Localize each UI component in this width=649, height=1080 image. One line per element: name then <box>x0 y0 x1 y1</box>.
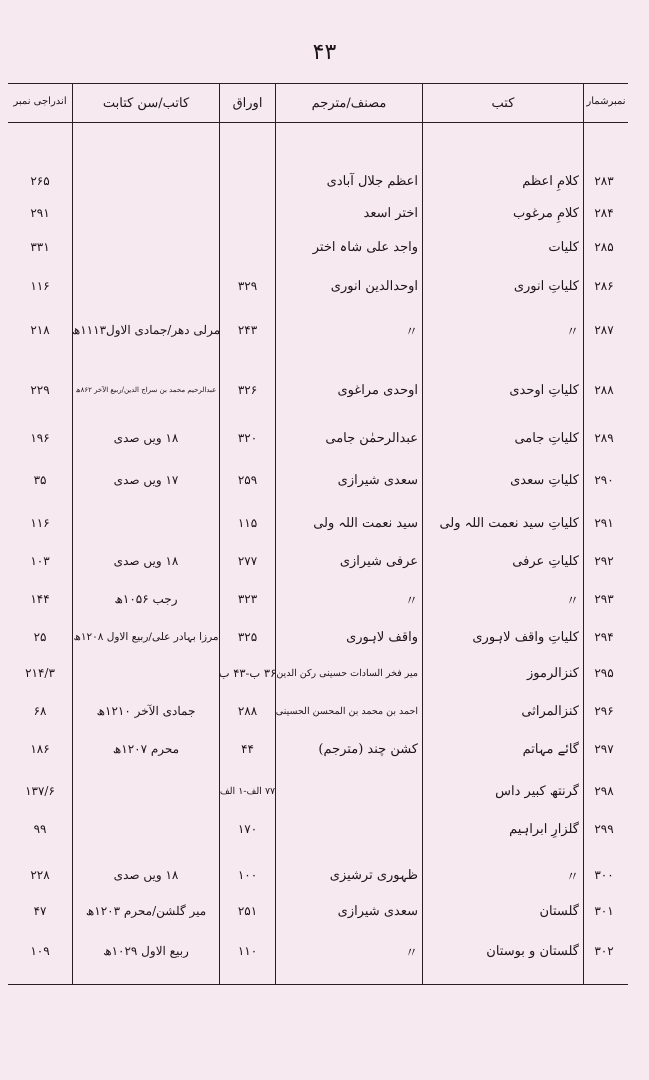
table-row <box>8 856 628 894</box>
table-row <box>8 730 628 768</box>
cell-scribe <box>73 504 219 542</box>
cell-title: 〃 <box>565 869 579 885</box>
cell-folios: ۲۷۷ <box>237 554 258 568</box>
cell-serial: ۲۹۹ <box>594 822 614 836</box>
cell-accession: ۲۲۹ <box>30 383 50 397</box>
cell-scribe <box>73 810 219 848</box>
cell-title: کنزالرموز <box>527 665 579 681</box>
cell-accession: ۲۵ <box>33 630 47 644</box>
cell-accession: ۱۱۶ <box>30 516 50 530</box>
cell-scribe <box>73 228 219 266</box>
cell-serial: ۲۸۹ <box>594 431 614 445</box>
cell-folios: ۳۲۳ <box>237 592 258 606</box>
header-author: مصنف/مترجم <box>311 96 387 111</box>
cell-serial: ۲۸۴ <box>594 206 614 220</box>
table-row <box>8 311 628 349</box>
cell-serial: ۲۹۲ <box>594 554 614 568</box>
cell-accession: ۲۱۸ <box>30 323 50 337</box>
cell-scribe: محرم ۱۲۰۷ھ <box>112 742 180 756</box>
cell-title: کنزالمراثی <box>521 703 579 719</box>
table-row <box>8 371 628 409</box>
cell-title: گلستان <box>539 903 579 919</box>
cell-serial: ۲۹۰ <box>594 473 614 487</box>
cell-author: 〃 <box>404 324 418 340</box>
cell-folios: ۲۸۸ <box>237 704 258 718</box>
cell-accession: ۱۸۶ <box>30 742 50 756</box>
cell-author: اوحدالدین انوری <box>330 278 418 294</box>
cell-accession: ۳۳۱ <box>30 240 50 254</box>
cell-accession: ۶۸ <box>33 704 47 718</box>
table-row <box>8 504 628 542</box>
header-title: کتب <box>491 96 515 111</box>
cell-folios: ۳۶ ب-۴۳ ب <box>218 666 277 680</box>
cell-title: کلیاتِ واقف لاہوری <box>472 629 579 645</box>
cell-folios <box>220 228 275 266</box>
cell-title: گائے مہاتم <box>522 741 579 757</box>
cell-accession: ۴۷ <box>33 904 47 918</box>
cell-accession: ۱۱۶ <box>30 279 50 293</box>
table-row <box>8 419 628 457</box>
cell-author: واجد علی شاہ اختر <box>312 239 418 255</box>
cell-scribe <box>73 267 219 305</box>
cell-accession: ۲۱۴/۳ <box>25 666 55 680</box>
table-row <box>8 932 628 970</box>
cell-title: کلیاتِ انوری <box>513 278 579 294</box>
cell-title: کلیاتِ عرفی <box>512 553 579 569</box>
header-accession: اندراجی نمبر <box>13 96 67 107</box>
cell-author: سعدی شیرازی <box>337 472 418 488</box>
cell-title: 〃 <box>565 593 579 609</box>
cell-accession: ۱۰۹ <box>30 944 50 958</box>
cell-serial: ۲۸۸ <box>594 383 614 397</box>
cell-folios: ۷۷ الف-۱ الف <box>219 785 276 797</box>
cell-author <box>276 810 422 848</box>
cell-folios: ۲۵۱ <box>237 904 258 918</box>
cell-serial: ۲۹۸ <box>594 784 614 798</box>
cell-accession: ۱۴۴ <box>30 592 50 606</box>
cell-serial: ۲۸۶ <box>594 279 614 293</box>
cell-serial: ۲۹۷ <box>594 742 614 756</box>
cell-folios: ۳۲۵ <box>237 630 258 644</box>
cell-scribe: جمادی الآخر ۱۲۱۰ھ <box>96 704 196 718</box>
cell-title: گلزارِ ابراہیم <box>509 821 579 837</box>
cell-author: احمد بن محمد بن المحسن الحسینی <box>275 705 418 717</box>
cell-author: سعدی شیرازی <box>337 903 418 919</box>
table-row <box>8 892 628 930</box>
cell-scribe <box>73 194 219 232</box>
cell-title: گلستان و بوستان <box>486 943 579 959</box>
header-scribe: کاتب/سن کتابت <box>102 96 190 111</box>
cell-title: کلیاتِ اوحدی <box>509 382 579 398</box>
cell-author: اوحدی مراغوی <box>337 382 418 398</box>
cell-scribe: رجب ۱۰۵۶ھ <box>114 592 178 606</box>
catalog-table <box>8 83 628 985</box>
cell-author: واقف لاہوری <box>346 629 418 645</box>
cell-author: ظہوری ترشیزی <box>329 867 418 883</box>
table-row <box>8 542 628 580</box>
cell-folios: ۱۷۰ <box>237 822 258 836</box>
cell-serial: ۲۹۵ <box>594 666 614 680</box>
cell-accession: ۲۹۱ <box>30 206 50 220</box>
header-serial: نمبرشمار <box>586 96 626 107</box>
table-row <box>8 194 628 232</box>
table-row <box>8 228 628 266</box>
cell-serial: ۳۰۰ <box>594 868 614 882</box>
cell-author: عرفی شیرازی <box>339 553 418 569</box>
table-row <box>8 461 628 499</box>
cell-folios: ۲۵۹ <box>237 473 258 487</box>
cell-folios: ۴۴ <box>241 742 254 756</box>
cell-title: کلیاتِ سید نعمت اللہ ولی <box>439 515 579 531</box>
cell-author: 〃 <box>404 593 418 609</box>
cell-folios: ۱۱۵ <box>237 516 258 530</box>
cell-scribe: مرزا بہادر علی/ربیع الاول ۱۲۰۸ھ <box>73 631 219 643</box>
cell-accession: ۱۳۷/۶ <box>25 784 55 798</box>
cell-scribe <box>73 772 219 810</box>
cell-folios: ۳۲۰ <box>237 431 258 445</box>
cell-serial: ۲۸۷ <box>594 323 614 337</box>
cell-accession: ۲۲۸ <box>30 868 50 882</box>
table-row <box>8 580 628 618</box>
cell-author: اعظم جلال آبادی <box>326 173 418 189</box>
page-number: ۴۳ <box>312 40 337 65</box>
cell-accession: ۲۶۵ <box>30 174 50 188</box>
cell-title: 〃 <box>565 324 579 340</box>
cell-accession: ۱۹۶ <box>30 431 50 445</box>
cell-scribe <box>73 654 219 692</box>
cell-accession: ۳۵ <box>33 473 47 487</box>
cell-scribe: ۱۷ ویں صدی <box>113 473 179 487</box>
cell-folios: ۳۲۹ <box>237 279 258 293</box>
cell-scribe: ربیع الاول ۱۰۲۹ھ <box>103 944 189 958</box>
cell-scribe: مرلی دھر/جمادی الاول۱۱۱۳ھ <box>71 323 221 337</box>
cell-serial: ۲۹۳ <box>594 592 614 606</box>
table-row <box>8 267 628 305</box>
cell-serial: ۳۰۲ <box>594 944 614 958</box>
table-row <box>8 654 628 692</box>
cell-accession: ۱۰۳ <box>30 554 50 568</box>
cell-folios: ۱۰۰ <box>237 868 258 882</box>
header-divider <box>8 122 628 123</box>
cell-serial: ۲۸۳ <box>594 174 614 188</box>
cell-title: گرنتھ کبیر داس <box>495 783 579 799</box>
cell-folios <box>220 194 275 232</box>
cell-scribe: عبدالرحیم محمد بن سراج الدین/ربیع الآخر ۸۶۲ھ <box>75 386 217 394</box>
cell-folios: ۱۱۰ <box>237 944 258 958</box>
cell-scribe: ۱۸ ویں صدی <box>113 431 179 445</box>
cell-title: کلیاتِ جامی <box>514 430 579 446</box>
cell-scribe: ۱۸ ویں صدی <box>113 868 179 882</box>
cell-serial: ۲۸۵ <box>594 240 614 254</box>
cell-title: کلامِ مرغوب <box>512 205 579 221</box>
table-row <box>8 692 628 730</box>
cell-title: کلامِ اعظم <box>522 173 579 189</box>
cell-author <box>276 772 422 810</box>
cell-author: اختر اسعد <box>363 205 418 221</box>
cell-author: کشن چند (مترجم) <box>318 741 418 757</box>
cell-serial: ۲۹۱ <box>594 516 614 530</box>
cell-serial: ۳۰۱ <box>594 904 614 918</box>
table-row <box>8 810 628 848</box>
cell-accession: ۹۹ <box>33 822 47 836</box>
cell-author: عبدالرحمٰن جامی <box>325 430 418 446</box>
cell-title: کلیات <box>548 239 579 255</box>
cell-author: 〃 <box>404 945 418 961</box>
cell-scribe: ۱۸ ویں صدی <box>113 554 179 568</box>
table-row <box>8 772 628 810</box>
cell-serial: ۲۹۶ <box>594 704 614 718</box>
cell-folios: ۳۲۶ <box>237 383 258 397</box>
cell-author: میر فخر السادات حسینی رکن الدین <box>276 667 418 679</box>
cell-title: کلیاتِ سعدی <box>510 472 579 488</box>
cell-folios: ۲۴۳ <box>237 323 258 337</box>
cell-author: سید نعمت اللہ ولی <box>313 515 418 531</box>
cell-scribe: میر گلشن/محرم ۱۲۰۳ھ <box>85 904 207 918</box>
header-folios: اوراق <box>232 96 263 111</box>
cell-serial: ۲۹۴ <box>594 630 614 644</box>
table-row <box>8 618 628 656</box>
